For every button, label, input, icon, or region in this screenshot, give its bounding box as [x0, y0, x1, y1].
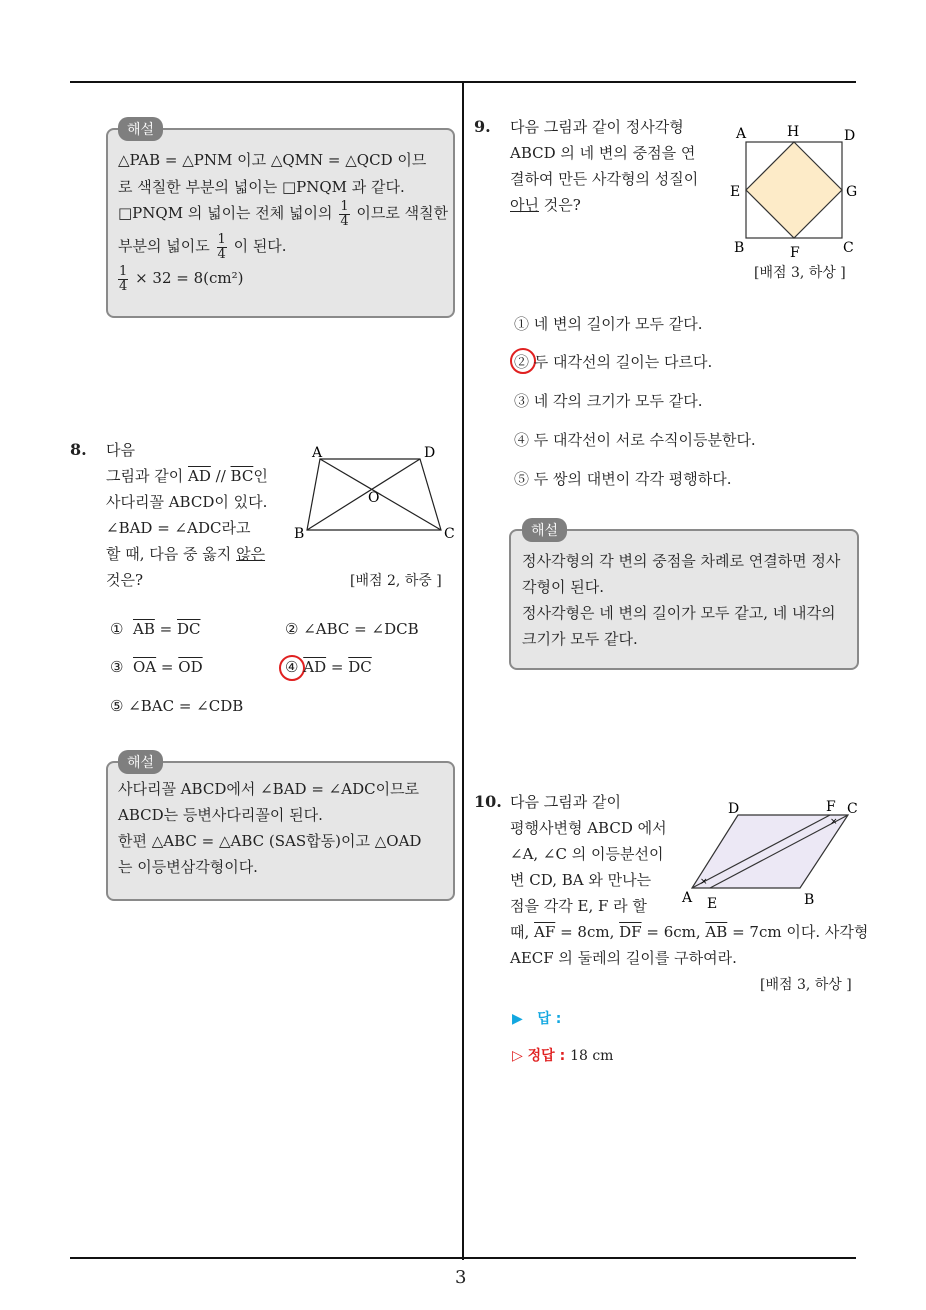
parallelogram-figure: [680, 798, 860, 913]
option-1[interactable]: ① $\overline{AB} = \overline{DC}$: [110, 620, 201, 638]
question-text: ∠BAD = ∠ADC라고: [106, 519, 251, 537]
label-F: F: [826, 799, 836, 815]
answer-row: ▶ 답 :: [512, 1011, 562, 1027]
solution-line: 사다리꼴 ABCD에서 ∠BAD = ∠ADC이므로: [118, 780, 420, 798]
question-text: 그림과 같이 $\overline{AD} // \overline{BC}$인: [106, 467, 268, 485]
label-B: B: [734, 240, 745, 256]
label-E: E: [707, 896, 718, 912]
solution-line: □PNQM 의 넓이는 전체 넓이의 $\frac{1}{4}$ 이므로 색칠한: [118, 198, 449, 229]
solution-line: 부분의 넓이도 $\frac{1}{4}$ 이 된다.: [118, 231, 287, 262]
square-figure: [724, 120, 864, 265]
question-number: 8.: [70, 440, 87, 459]
option-4[interactable]: ④ 두 대각선이 서로 수직이등분한다.: [514, 431, 756, 449]
solution-tag: 해설: [118, 117, 163, 141]
question-number: 9.: [474, 117, 491, 136]
solution-tag: 해설: [118, 750, 163, 774]
solution-line: 한편 △ABC = △ABC (SAS합동)이고 △OAD: [118, 832, 422, 850]
label-G: G: [846, 184, 858, 200]
question-text: 다음 그림과 같이 정사각형: [510, 118, 684, 136]
score-label: [배점 3, 하상 ]: [760, 977, 852, 993]
label-D: D: [844, 128, 856, 144]
question-text: 할 때, 다음 중 옳지 않은: [106, 545, 266, 563]
label-C: C: [444, 526, 455, 542]
question-text: 점을 각각 E, F 라 할: [510, 897, 647, 915]
fraction: $\frac{1}{4}$: [119, 263, 128, 294]
question-text: 사다리꼴 ABCD이 있다.: [106, 493, 268, 511]
score-label: [배점 2, 하중 ]: [350, 573, 442, 589]
question-text: 평행사변형 ABCD 에서: [510, 819, 667, 837]
question-text: 변 CD, BA 와 만나는: [510, 871, 652, 889]
correct-play-icon: ▷: [512, 1048, 523, 1064]
question-text: AECF 의 둘레의 길이를 구하여라.: [510, 949, 737, 967]
label-D: D: [424, 445, 436, 461]
label-E: E: [730, 184, 741, 200]
label-A: A: [736, 126, 747, 142]
solution-line: 크기가 모두 같다.: [522, 630, 638, 648]
label-B: B: [294, 526, 305, 542]
option-3[interactable]: ③ $\overline{OA} = \overline{OD}$: [110, 658, 203, 676]
trapezoid-figure: [290, 440, 460, 545]
option-3[interactable]: ③ 네 각의 크기가 모두 같다.: [514, 392, 703, 410]
svg-text:×: ×: [700, 877, 708, 887]
solution-line: 각형이 된다.: [522, 578, 604, 596]
question-text: 아닌 것은?: [510, 196, 581, 214]
label-D: D: [728, 801, 740, 817]
solution-line: 정사각형은 네 변의 길이가 모두 같고, 네 내각의: [522, 604, 836, 622]
solution-tag: 해설: [522, 518, 567, 542]
label-A: A: [312, 445, 323, 461]
option-2[interactable]: ② 두 대각선의 길이는 다르다.: [514, 353, 713, 371]
question-text: 다음 그림과 같이: [510, 793, 621, 811]
page-number: 3: [455, 1267, 467, 1288]
option-2[interactable]: ② ∠ABC = ∠DCB: [285, 620, 419, 638]
question-text: 다음: [106, 441, 135, 459]
option-4[interactable]: ④ $\overline{AD} = \overline{DC}$: [285, 658, 372, 676]
fraction: $\frac{1}{4}$: [217, 231, 226, 262]
correct-answer-row: ▷ 정답 : 18 cm: [512, 1048, 614, 1064]
solution-line: 로 색칠한 부분의 넓이는 □PNQM 과 같다.: [118, 178, 405, 196]
label-C: C: [847, 801, 858, 817]
label-H: H: [787, 124, 800, 140]
label-B: B: [804, 892, 815, 908]
solution-line: 정사각형의 각 변의 중점을 차례로 연결하면 정사: [522, 552, 841, 570]
question-text: 결하여 만든 사각형의 성질이: [510, 170, 699, 188]
label-A: A: [682, 890, 693, 906]
question-text: ∠A, ∠C 의 이등분선이: [510, 845, 664, 863]
question-text: 것은?: [106, 571, 144, 589]
fraction: $\frac{1}{4}$: [340, 198, 349, 229]
question-number: 10.: [474, 792, 502, 811]
label-F: F: [790, 245, 800, 261]
label-C: C: [843, 240, 854, 256]
column-divider: [462, 83, 464, 1260]
bottom-rule: [70, 1257, 856, 1259]
solution-line: 는 이등변삼각형이다.: [118, 858, 258, 876]
option-1[interactable]: ① 네 변의 길이가 모두 같다.: [514, 315, 703, 333]
solution-line: $\frac{1}{4}$ × 32 = 8(cm²): [119, 263, 244, 294]
option-5[interactable]: ⑤ 두 쌍의 대변이 각각 평행하다.: [514, 470, 732, 488]
score-label: [배점 3, 하상 ]: [754, 265, 846, 281]
svg-text:×: ×: [830, 817, 838, 827]
solution-line: ABCD는 등변사다리꼴이 된다.: [118, 806, 323, 824]
label-O: O: [368, 490, 380, 506]
option-5[interactable]: ⑤ ∠BAC = ∠CDB: [110, 697, 244, 715]
answer-play-icon: ▶: [512, 1011, 523, 1027]
question-text: 때, $\overline{AF} = 8cm$, $\overline{DF} = 6cm$, $\overline{AB} = 7cm$ 이다. 사각형: [510, 923, 869, 941]
question-text: ABCD 의 네 변의 중점을 연: [510, 144, 696, 162]
solution-line: △PAB = △PNM 이고 △QMN = △QCD 이므: [118, 151, 427, 169]
